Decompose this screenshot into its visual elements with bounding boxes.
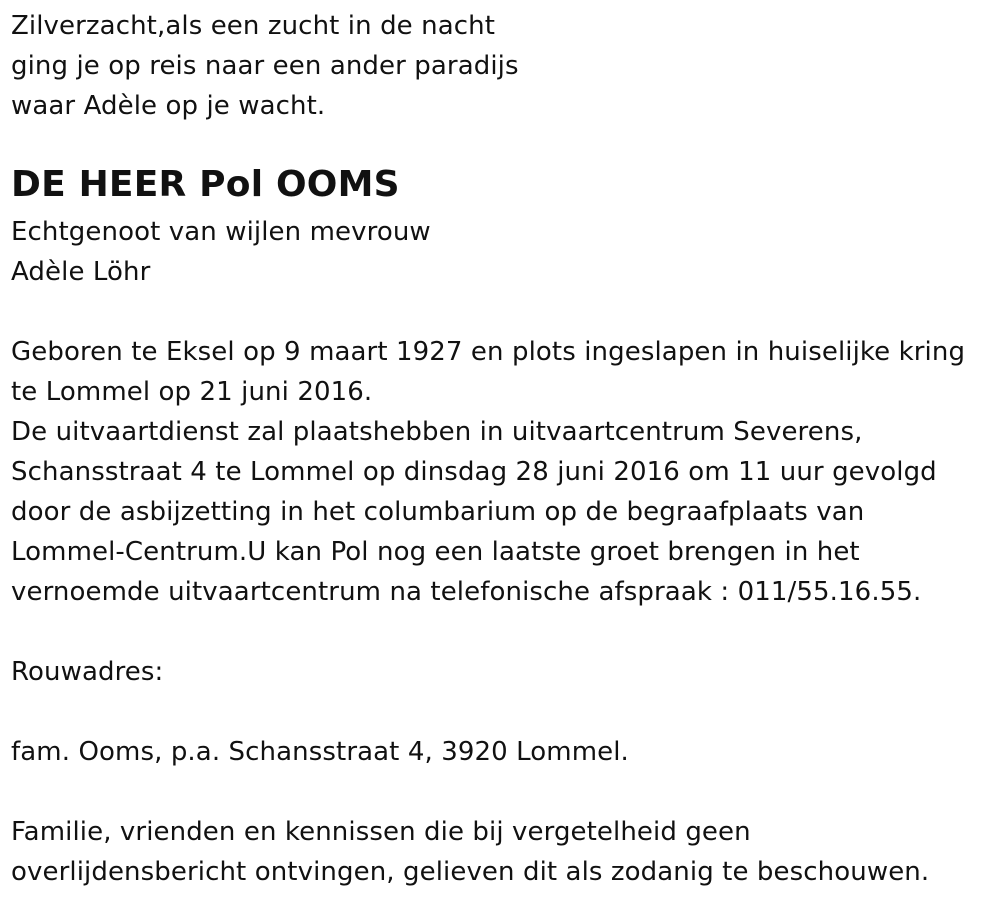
spacer: [11, 692, 991, 732]
deceased-name: DE HEER Pol OOMS: [11, 164, 400, 205]
spouse-line: Adèle Löhr: [11, 257, 151, 287]
funeral-details: [11, 332, 991, 612]
closing-note: [11, 812, 991, 892]
spacer: [11, 772, 991, 812]
mourning-address-label: Rouwadres:: [11, 657, 164, 687]
details-line: Lommel-Centrum.U kan Pol nog een laatste groet brengen in het: [11, 537, 860, 567]
details-line: Geboren te Eksel op 9 maart 1927 en plots ingeslapen in huiselijke kring: [11, 337, 966, 367]
closing-line: Familie, vrienden en kennissen die bij vergetelheid geen: [11, 817, 751, 847]
details-line: Schansstraat 4 te Lommel op dinsdag 28 juni 2016 om 11 uur gevolgd: [11, 457, 937, 487]
obituary-notice: [11, 0, 991, 892]
closing-line: overlijdensbericht ontvingen, gelieven dit als zodanig te beschouwen.: [11, 857, 930, 887]
spouse-line: Echtgenoot van wijlen mevrouw: [11, 217, 431, 247]
mourning-address: fam. Ooms, p.a. Schansstraat 4, 3920 Lommel.: [11, 737, 629, 767]
verse-line: waar Adèle op je wacht.: [11, 91, 326, 121]
spouse-info: [11, 212, 991, 292]
spacer: [11, 612, 991, 652]
verse-line: Zilverzacht,als een zucht in de nacht: [11, 11, 496, 41]
verse-line: ging je op reis naar een ander paradijs: [11, 51, 519, 81]
details-line: vernoemde uitvaartcentrum na telefonische afspraak : 011/55.16.55.: [11, 577, 922, 607]
verse: [11, 0, 991, 126]
details-line: door de asbijzetting in het columbarium op de begraafplaats van: [11, 497, 865, 527]
details-line: te Lommel op 21 juni 2016.: [11, 377, 373, 407]
details-line: De uitvaartdienst zal plaatshebben in uitvaartcentrum Severens,: [11, 417, 863, 447]
spacer: [11, 292, 991, 332]
